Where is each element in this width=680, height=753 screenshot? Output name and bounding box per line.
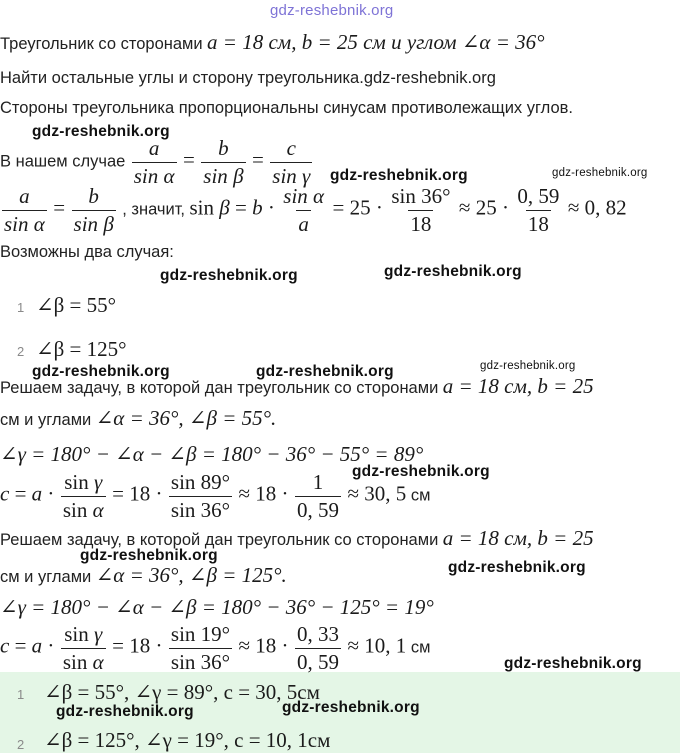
solve-case2-line1: Решаем задачу, в которой дан треугольник со сторонами a = 18 см, b = 25 [0,526,594,550]
watermark: gdz-reshebnik.org [56,703,194,720]
watermark: gdz-reshebnik.org [80,547,218,564]
task-text: Найти остальные углы и сторону треугольника.gdz-reshebnik.org [0,69,496,87]
answer-number: 2 [17,737,25,752]
gamma-case1: ∠γ = 180° − ∠α − ∠β = 180° − 36° − 55° = 89° [0,442,424,466]
answer-number: 1 [17,687,25,702]
problem-math: a = 18 см, b = 25 см и углом ∠α = 36° [207,30,545,54]
watermark: gdz-reshebnik.org [448,559,586,576]
watermark-top: gdz-reshebnik.org [270,2,394,19]
ratio-formula: В нашем случае $\frac{a}{\text{sin α}}$ = $\frac{b}{\text{sin β}}$ = $\frac{c}{\text{sin γ}}$ [0,136,311,188]
watermark: gdz-reshebnik.org [384,263,522,280]
c-case1-formula: c = a · $\frac{\text{sin γ}}{\text{sin α}}$ = 18 · $\frac{\sin 89^\circ}{\sin 36^\circ}$ ≈ 18 · $\frac{1}{0, 59}$ ≈ 30, 5 см [0,470,431,522]
c-case2-formula: c = a · $\frac{\text{sin γ}}{\text{sin α}}$ = 18 · $\frac{\sin 19^\circ}{\sin 36^\circ}$ ≈ 18 · $\frac{0, 33}{0, 59}$ ≈ 10, 1 см [0,622,431,674]
answer-expr: ∠β = 125°, ∠γ = 19°, c = 10, 1см [44,728,331,752]
solve-case2-line2: см и углами ∠α = 36°, ∠β = 125°. [0,563,287,587]
watermark: gdz-reshebnik.org [352,463,490,480]
problem-text: Треугольник со сторонами [0,35,203,53]
case-number: 1 [17,300,25,315]
law-of-sines-text: Стороны треугольника пропорциональны синусам противолежащих углов. [0,99,573,117]
watermark: gdz-reshebnik.org [552,167,648,179]
watermark-inline: gdz-reshebnik.org [363,69,496,87]
watermark: gdz-reshebnik.org [256,363,394,380]
watermark: gdz-reshebnik.org [282,699,420,716]
case-expr: ∠β = 125° [36,337,127,361]
solve-case1-line2: см и углами ∠α = 36°, ∠β = 55°. [0,406,277,430]
sin-beta-formula: $\frac{a}{\text{sin α}}$ = $\frac{b}{\text{sin β}}$ , значит, sin β = b · $\frac{\text{sin α}}{a}$ = 25 · $\frac{\sin 36^\circ}{18}$ ≈ 25 · $\frac{0, 59}{18}$ ≈ 0, 82 [4,184,627,236]
two-cases-text: Возможны два случая: [0,243,174,261]
case-number: 2 [17,344,25,359]
watermark: gdz-reshebnik.org [330,167,468,184]
gamma-case2: ∠γ = 180° − ∠α − ∠β = 180° − 36° − 125° = 19° [0,595,434,619]
watermark: gdz-reshebnik.org [32,123,170,140]
watermark: gdz-reshebnik.org [32,363,170,380]
case-expr: ∠β = 55° [36,293,117,317]
answer-expr: ∠β = 55°, ∠γ = 89°, c = 30, 5см [44,680,320,704]
watermark: gdz-reshebnik.org [480,360,576,372]
solve-case1-line1: Решаем задачу, в которой дан треугольник со сторонами a = 18 см, b = 25 [0,374,594,398]
watermark: gdz-reshebnik.org [160,267,298,284]
problem-statement [0,30,545,55]
watermark: gdz-reshebnik.org [504,655,642,672]
